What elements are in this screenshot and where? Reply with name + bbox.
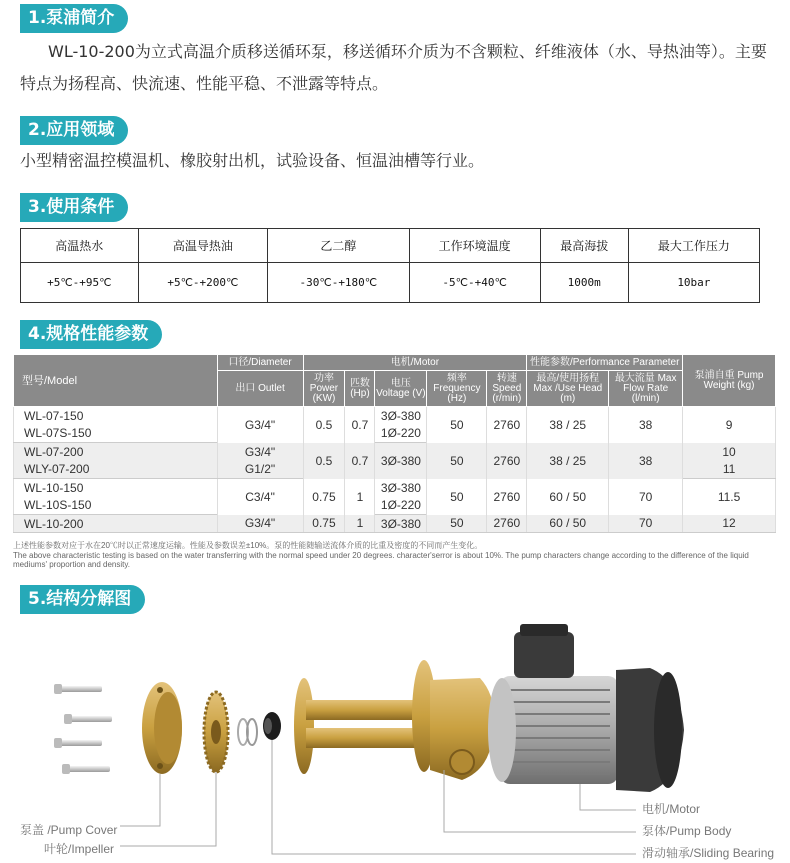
cond-value: 10bar bbox=[628, 263, 759, 303]
cell-power: 0.5 bbox=[303, 443, 345, 479]
table-row: WL-07-150 bbox=[14, 407, 218, 425]
label-pump-cover: 泵盖 /Pump Cover bbox=[20, 823, 118, 837]
sliding-bearing bbox=[263, 712, 281, 740]
bolt-group bbox=[54, 684, 112, 774]
cell-outlet: G3/4" bbox=[217, 515, 303, 533]
cond-value: -30℃-+180℃ bbox=[268, 263, 409, 303]
application-text: 小型精密温控模温机、橡胶射出机，试验设备、恒温油槽等行业。 bbox=[20, 151, 485, 170]
header-model: 型号/Model bbox=[14, 355, 218, 407]
cell-weight: 10 bbox=[683, 443, 776, 461]
cell-hp: 0.7 bbox=[345, 443, 375, 479]
cell-weight: 11.5 bbox=[683, 479, 776, 515]
cell-outlet: C3/4" bbox=[217, 479, 303, 515]
header-performance: 性能参数/Performance Parameter bbox=[527, 355, 683, 371]
cell-flow: 38 bbox=[609, 443, 683, 479]
cell-head: 60 / 50 bbox=[527, 479, 609, 515]
header-weight: 泵浦自重 Pump Weight (kg) bbox=[683, 355, 776, 407]
pump-cover bbox=[142, 682, 182, 774]
table-row: WL-10-200 bbox=[14, 515, 218, 533]
cell-frequency: 50 bbox=[427, 479, 487, 515]
spec-note-en: The above characteristic testing is based on the water transferring with the normal speed under 20 degrees. character'serror is about 10%. The pump characters change according to the difference of the liquid mediums' proportion and density. bbox=[13, 551, 749, 569]
cell-speed: 2760 bbox=[487, 407, 527, 443]
header-speed: 转速 Speed (r/min) bbox=[487, 371, 527, 407]
section-title-exploded: 5.结构分解图 bbox=[20, 585, 145, 614]
cond-header: 工作环境温度 bbox=[409, 229, 540, 263]
impeller bbox=[204, 692, 228, 772]
cell-outlet: G1/2" bbox=[217, 461, 303, 479]
label-pump-body: 泵体/Pump Body bbox=[642, 824, 732, 838]
cell-voltage: 3Ø-380 bbox=[375, 407, 427, 425]
cell-head: 38 / 25 bbox=[527, 407, 609, 443]
cell-hp: 1 bbox=[345, 479, 375, 515]
cell-hp: 0.7 bbox=[345, 407, 375, 443]
table-row: WL-10S-150 bbox=[14, 497, 218, 515]
cell-flow: 38 bbox=[609, 407, 683, 443]
section-title-spec: 4.规格性能参数 bbox=[20, 320, 162, 349]
cell-power: 0.5 bbox=[303, 407, 345, 443]
header-diameter: 口径/Diameter bbox=[217, 355, 303, 371]
cell-speed: 2760 bbox=[487, 479, 527, 515]
cell-frequency: 50 bbox=[427, 407, 487, 443]
cell-weight: 9 bbox=[683, 407, 776, 443]
cond-value: 1000m bbox=[540, 263, 628, 303]
cell-head: 38 / 25 bbox=[527, 443, 609, 479]
cell-weight: 12 bbox=[683, 515, 776, 533]
table-row: WL-07S-150 bbox=[14, 425, 218, 443]
table-row: WL-07-200 bbox=[14, 443, 218, 461]
cell-power: 0.75 bbox=[303, 479, 345, 515]
header-head: 最高/使用扬程 Max /Use Head (m) bbox=[527, 371, 609, 407]
header-voltage: 电压 Voltage (V) bbox=[375, 371, 427, 407]
pump-body bbox=[294, 660, 504, 780]
header-flow: 最大流量 Max Flow Rate (l/min) bbox=[609, 371, 683, 407]
cond-header: 高温热水 bbox=[21, 229, 139, 263]
cell-flow: 70 bbox=[609, 479, 683, 515]
cell-voltage: 1Ø-220 bbox=[375, 497, 427, 515]
header-hp: 匹数 (Hp) bbox=[345, 371, 375, 407]
spec-table bbox=[13, 354, 776, 533]
spec-note-cn: 上述性能参数对应于水在20℃时以正常速度运输。性能及参数误差±10%。泵的性能随输送流体介质的比重及密度的不同而产生变化。 bbox=[13, 541, 483, 550]
cell-voltage: 1Ø-220 bbox=[375, 425, 427, 443]
header-power: 功率 Power (KW) bbox=[303, 371, 345, 407]
cond-value: +5℃-+95℃ bbox=[21, 263, 139, 303]
conditions-table bbox=[20, 228, 760, 303]
section-title-application: 2.应用领域 bbox=[20, 116, 128, 145]
cell-frequency: 50 bbox=[427, 515, 487, 533]
header-frequency: 频率 Frequency (Hz) bbox=[427, 371, 487, 407]
cond-header: 最高海拔 bbox=[540, 229, 628, 263]
cell-voltage: 3Ø-380 bbox=[375, 515, 427, 533]
table-row: WL-10-150 bbox=[14, 479, 218, 497]
cell-outlet: G3/4" bbox=[217, 443, 303, 461]
cell-head: 60 / 50 bbox=[527, 515, 609, 533]
cell-voltage: 3Ø-380 bbox=[375, 443, 427, 479]
label-impeller: 叶轮/Impeller bbox=[44, 842, 115, 856]
cond-header: 高温导热油 bbox=[138, 229, 268, 263]
header-outlet: 出口 Outlet bbox=[217, 371, 303, 407]
cell-flow: 70 bbox=[609, 515, 683, 533]
motor bbox=[488, 624, 684, 792]
cell-speed: 2760 bbox=[487, 443, 527, 479]
label-motor: 电机/Motor bbox=[642, 802, 701, 816]
seal-rings bbox=[238, 719, 257, 745]
cell-power: 0.75 bbox=[303, 515, 345, 533]
cond-header: 最大工作压力 bbox=[628, 229, 759, 263]
header-motor: 电机/Motor bbox=[303, 355, 527, 371]
cond-header: 乙二醇 bbox=[268, 229, 409, 263]
cell-hp: 1 bbox=[345, 515, 375, 533]
section-title-intro: 1.泵浦简介 bbox=[20, 4, 128, 33]
cell-weight: 11 bbox=[683, 461, 776, 479]
label-sliding-bearing: 滑动轴承/Sliding Bearing bbox=[642, 846, 775, 860]
cell-voltage: 3Ø-380 bbox=[375, 479, 427, 497]
intro-text: WL-10-200为立式高温介质移送循环泵，移送循环介质为不含颗粒、纤维液体（水、导热油等）。主要特点为扬程高、快流速、性能平稳、不泄露等特点。 bbox=[20, 42, 767, 93]
cell-frequency: 50 bbox=[427, 443, 487, 479]
cond-value: -5℃-+40℃ bbox=[409, 263, 540, 303]
cell-outlet: G3/4" bbox=[217, 407, 303, 443]
table-row: WLY-07-200 bbox=[14, 461, 218, 479]
cell-speed: 2760 bbox=[487, 515, 527, 533]
section-title-conditions: 3.使用条件 bbox=[20, 193, 128, 222]
cond-value: +5℃-+200℃ bbox=[138, 263, 268, 303]
